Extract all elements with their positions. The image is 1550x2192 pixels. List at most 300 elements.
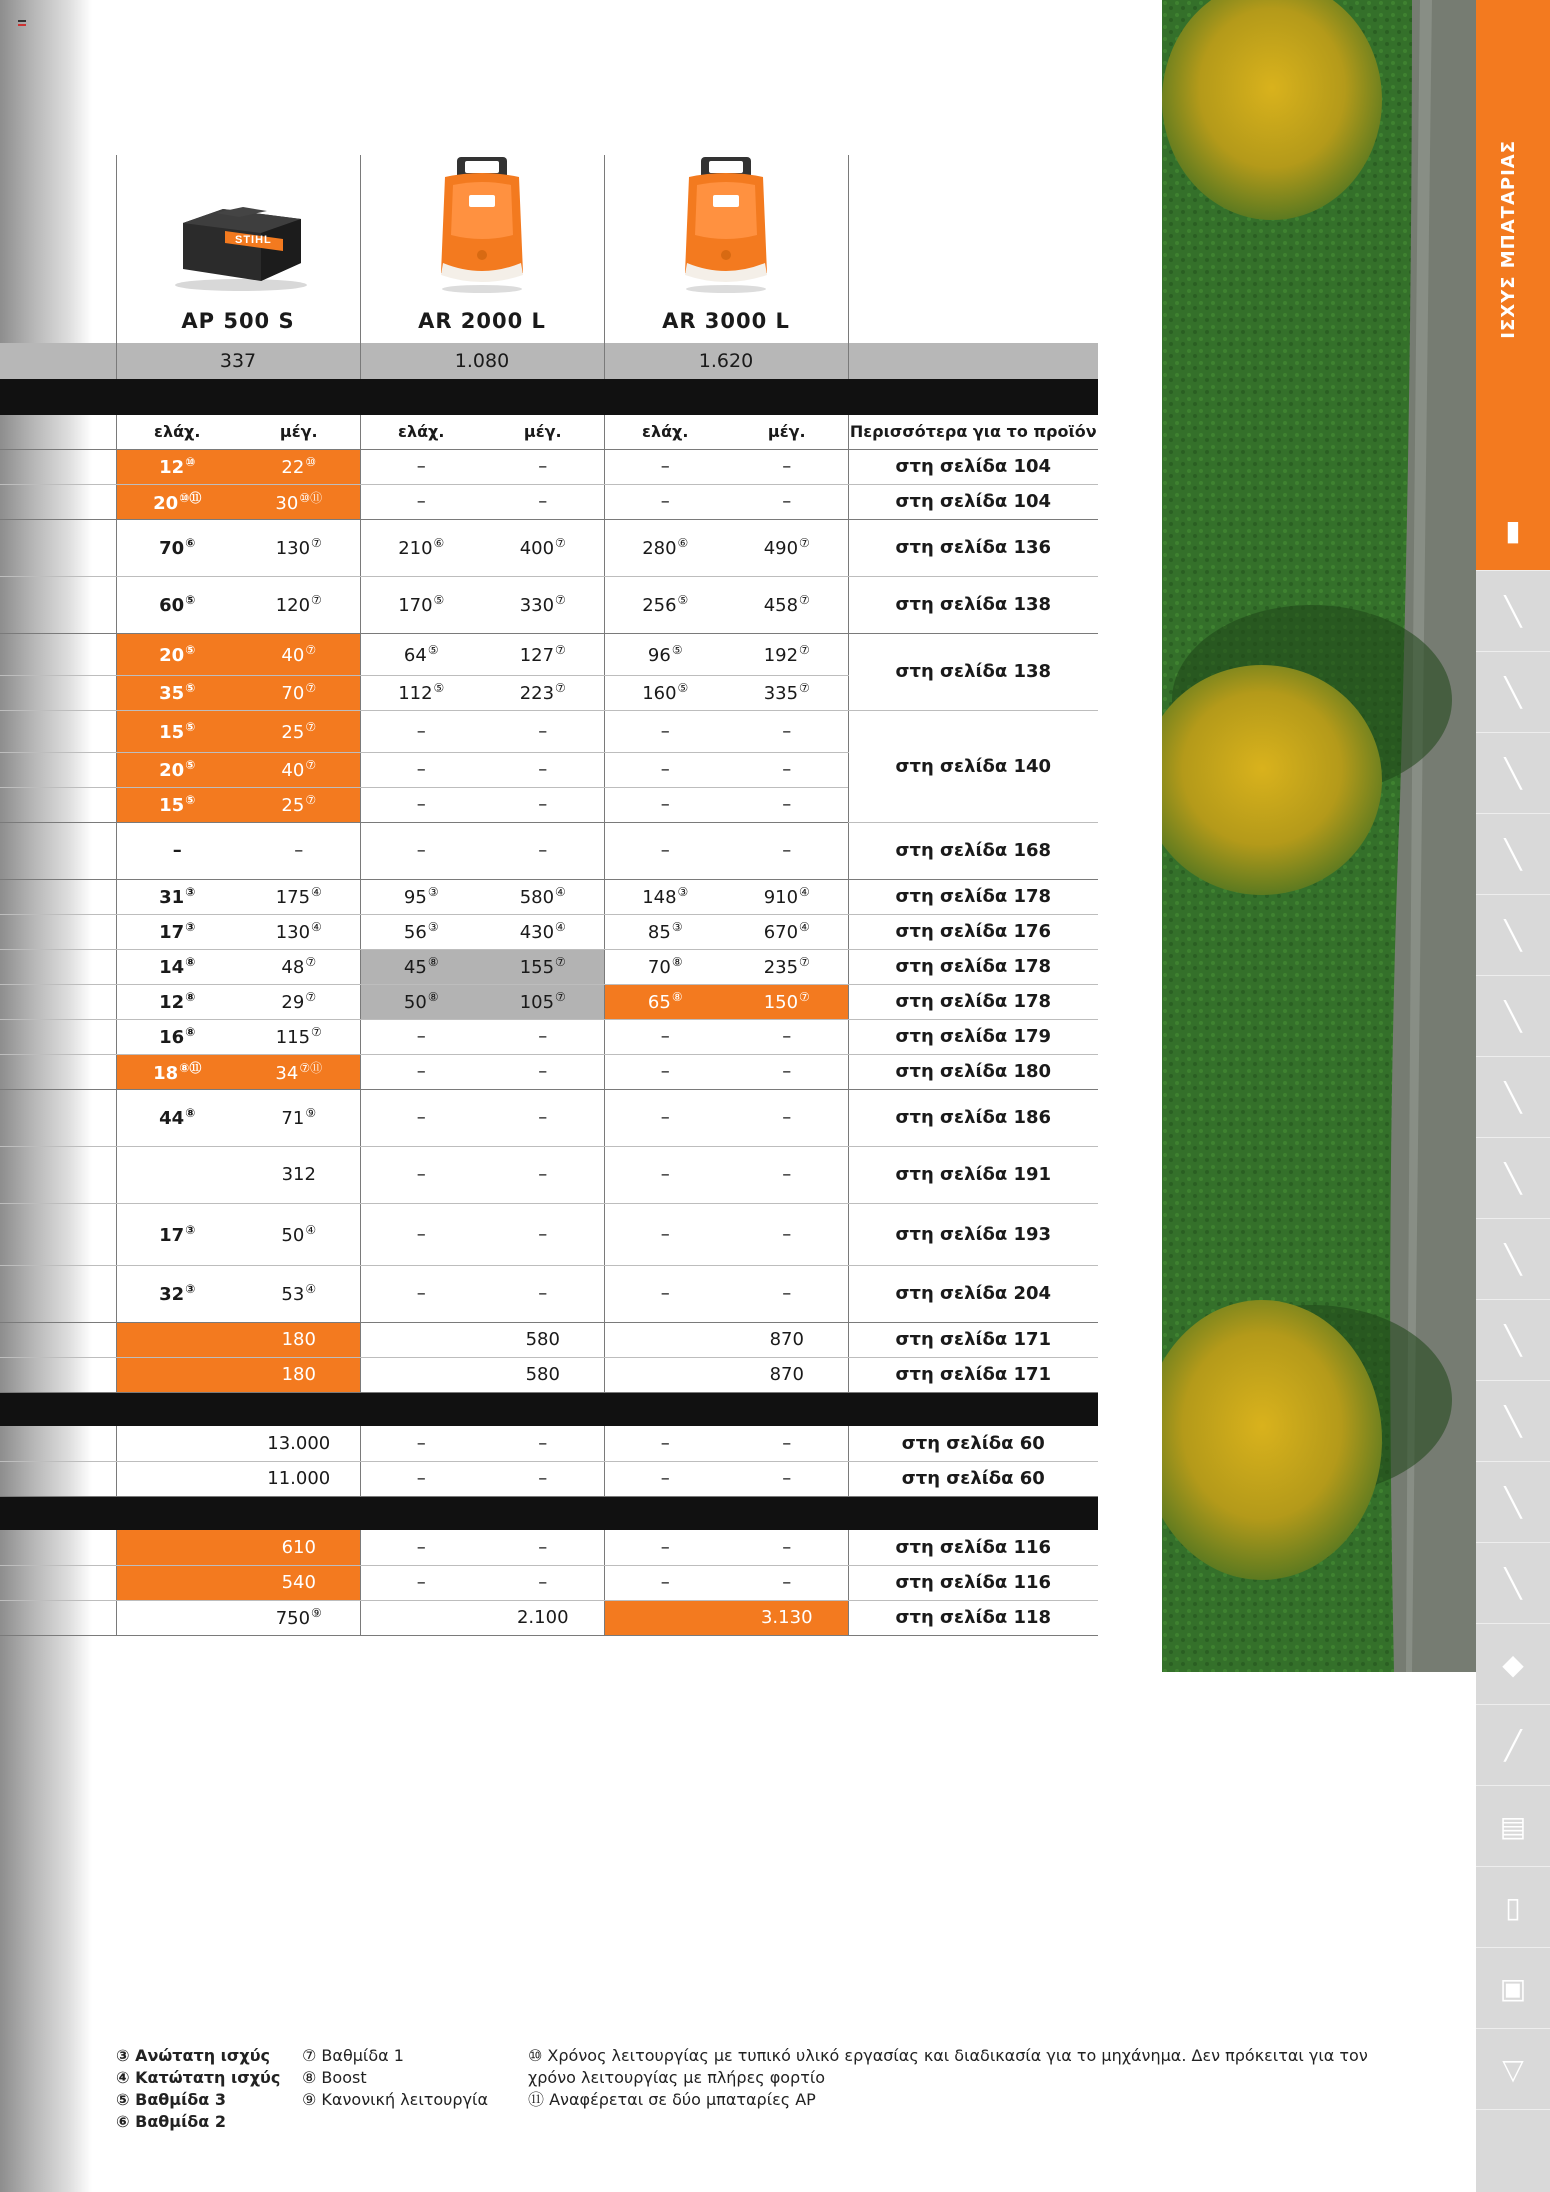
value: 70 [647,957,671,978]
row-label [0,576,116,633]
sprayer-icon: ╲ [1504,1404,1522,1438]
sidebar-tab[interactable] [1476,1300,1550,1381]
min-value-cell: – [360,484,482,519]
min-value-cell [604,1600,726,1635]
spec-row [0,1322,1098,1357]
max-value-cell: 870 [726,1357,848,1392]
footnote-ref: ⑧ [427,955,439,969]
footnote-ref: ⑦ [311,1025,322,1039]
min-value-cell: – [604,1054,726,1089]
col-header-min: ελάχ. [604,415,726,449]
row-label [0,1600,116,1635]
footnote-ref: ⑦ [799,536,810,550]
value: 29 [281,992,305,1013]
max-value-cell: – [726,1146,848,1203]
value: 96 [647,644,671,666]
min-value-cell: – [360,1426,482,1461]
footnote-ref: ③ [427,885,439,899]
max-value-cell: – [726,1089,848,1146]
footnote-ref: ⑦ [305,758,317,772]
value: 670 [763,922,799,943]
max-value-cell: – [726,1426,848,1461]
min-value-cell: – [604,1089,726,1146]
page-reference: στη σελίδα 178 [848,984,1098,1019]
min-value-cell: – [360,449,482,484]
sidebar-tab[interactable] [1476,1381,1550,1462]
max-value-cell [726,984,848,1019]
garden-tool-icon: ╲ [1504,1566,1522,1600]
value: 40 [281,760,305,781]
max-value-cell: – [726,787,848,822]
section-divider [0,1392,1098,1426]
value: 580 [519,887,555,908]
value: 12 [159,992,185,1013]
footnote-ref: ⑦ [305,681,317,695]
price-ar3000l: 1.620 [604,343,848,379]
footnote-ref: ⑤ [427,642,439,657]
value: 34 [275,1063,299,1084]
min-value-cell: – [360,1565,482,1600]
max-value-cell [238,1265,360,1322]
max-value-cell: – [482,787,604,822]
min-value-cell [360,675,482,710]
value: 25 [281,721,305,743]
row-label [0,949,116,984]
product-name: AP 500 S [181,309,295,333]
value: 127 [519,644,555,666]
max-value-cell: 2.100 [482,1600,604,1635]
min-value-cell [604,984,726,1019]
row-label [0,449,116,484]
value: 20 [159,760,185,781]
max-value-cell: 180 [238,1322,360,1357]
row-label [0,484,116,519]
min-value-cell [360,984,482,1019]
spec-row [0,822,1098,879]
min-value-cell [116,879,238,914]
sidebar-tab[interactable] [1476,1057,1550,1138]
value: 20 [153,493,179,514]
min-value-cell [604,1357,726,1392]
value: 170 [398,595,433,616]
value: 430 [519,922,555,943]
min-value-cell [360,1600,482,1635]
spec-row [0,710,1098,752]
product-image-row [0,155,1098,343]
page-reference: στη σελίδα 104 [848,484,1098,519]
value: 155 [519,957,555,978]
footnote-ref: ④ [305,1282,317,1296]
row-label [0,1357,116,1392]
value: 44 [159,1108,185,1129]
value: 120 [275,595,311,616]
value: 235 [763,957,799,978]
min-value-cell [604,914,726,949]
footnote-ref: ⑤ [671,642,683,657]
max-value-cell [726,879,848,914]
min-value-cell [116,633,238,675]
footnote-ref: ⑦ [311,593,322,607]
footnote-ref: ③ [185,1282,196,1296]
max-value-cell: 610 [238,1530,360,1565]
value: 330 [519,595,555,616]
spec-row [0,1530,1098,1565]
footnote-ref: ④ [311,885,322,899]
sidebar-tab[interactable] [1476,1948,1550,2029]
min-value-cell [116,1019,238,1054]
max-value-cell [726,675,848,710]
max-value-cell [238,1089,360,1146]
page-reference: στη σελίδα 191 [848,1146,1098,1203]
value: 25 [281,795,305,816]
page-reference: στη σελίδα 178 [848,879,1098,914]
max-value-cell [238,675,360,710]
max-value-cell [238,949,360,984]
sidebar-tab[interactable] [1476,1543,1550,1624]
max-value-cell: 540 [238,1565,360,1600]
footnote-ref: ⑤ [677,593,689,607]
pressure-washer-icon: ╲ [1504,1242,1522,1276]
sidebar-tab[interactable] [1476,733,1550,814]
page-reference: στη σελίδα 104 [848,449,1098,484]
footnote-ref: ⑦ [799,681,810,695]
spec-row [0,984,1098,1019]
row-label [0,1089,116,1146]
price-row [0,343,1098,379]
value: 112 [398,683,433,704]
col-header-max: μέγ. [482,415,604,449]
footnotes-col1 [116,2045,280,2133]
max-value-cell: 3.130 [726,1600,848,1635]
min-value-cell [116,787,238,822]
park-aerial-illustration [1162,0,1476,1672]
max-value-cell: 13.000 [238,1426,360,1461]
min-value-cell [116,1054,238,1089]
trimmer-icon: ╲ [1504,999,1522,1033]
max-value-cell: – [482,710,604,752]
min-value-cell [360,949,482,984]
min-value-cell: – [360,1019,482,1054]
page-reference: στη σελίδα 193 [848,1203,1098,1265]
sidebar-tab[interactable] [1476,490,1550,571]
max-value-cell: 180 [238,1357,360,1392]
price-ar2000l: 1.080 [360,343,604,379]
min-value-cell: – [360,1054,482,1089]
sidebar-tab[interactable] [1476,1786,1550,1867]
footnote-ref: ⑧ [185,990,196,1004]
category-sidebar [1476,0,1550,2192]
footnote-ref: ⑤ [185,758,196,772]
min-value-cell: – [360,787,482,822]
footnote: ⑥ Βαθμίδα 2 [116,2112,226,2131]
row-label [0,984,116,1019]
max-value-cell: – [726,1565,848,1600]
sidebar-tab[interactable] [1476,571,1550,652]
max-value-cell: – [726,1265,848,1322]
battery-ap500s-image [163,185,313,295]
footnote: ⑤ Βαθμίδα 3 [116,2090,226,2109]
min-value-cell [604,519,726,576]
max-value-cell [238,1600,360,1635]
footnote-ref: ⑩ [185,455,196,469]
max-value-cell [482,519,604,576]
chainsaw-icon: ╲ [1504,594,1522,628]
footnote-ref: ⑨ [305,1106,317,1120]
max-value-cell [726,914,848,949]
footnote-ref: ④ [555,885,566,899]
footnote-ref: ⑦ [555,681,566,695]
min-value-cell [116,1461,238,1496]
min-value-cell: – [604,1530,726,1565]
value: 64 [403,644,427,666]
value: 458 [763,595,799,616]
min-value-cell: – [604,484,726,519]
sidebar-tab[interactable] [1476,1624,1550,1705]
row-label [0,1530,116,1565]
min-value-cell [116,914,238,949]
min-value-cell [116,1530,238,1565]
value: 40 [281,644,305,666]
min-value-cell: – [604,1265,726,1322]
footnote-ref: ⑦ [799,990,810,1004]
footnote-ref: ⑧ [185,1106,196,1120]
park-aerial-photo [1162,0,1476,1672]
auger-icon: ╲ [1504,1161,1522,1195]
footnote-ref: ⑧⑪ [179,1061,202,1075]
value: 35 [159,683,185,704]
max-value-cell: – [726,752,848,787]
page-reference: στη σελίδα 178 [848,949,1098,984]
footnote-ref: ⑦ [305,642,317,657]
page-reference: στη σελίδα 186 [848,1089,1098,1146]
backpack-battery-ar3000l-image [671,155,781,295]
footnote-ref: ⑨ [311,1606,322,1620]
page-reference: στη σελίδα 171 [848,1357,1098,1392]
value: 17 [159,922,185,943]
footnote-ref: ⑤ [433,681,445,695]
max-value-cell: – [482,484,604,519]
spec-row [0,1203,1098,1265]
sidebar-tab[interactable] [1476,895,1550,976]
min-value-cell [116,949,238,984]
min-value-cell [116,576,238,633]
value: 160 [642,683,677,704]
footnote: ⑦ Βαθμίδα 1 [302,2046,404,2065]
max-value-cell [238,1019,360,1054]
footnote-ref: ⑥ [677,536,689,550]
min-value-cell [360,1357,482,1392]
max-value-cell: – [482,449,604,484]
value: 18 [153,1063,179,1084]
spec-row [0,1054,1098,1089]
min-value-cell: – [604,752,726,787]
row-label [0,1054,116,1089]
value: 20 [159,644,185,666]
bottle-icon: ▯ [1505,1890,1521,1924]
spec-row [0,914,1098,949]
max-value-cell [238,984,360,1019]
sidebar-tab[interactable] [1476,1138,1550,1219]
max-value-cell [482,949,604,984]
footnote-ref: ⑤ [185,642,196,657]
page-reference: στη σελίδα 136 [848,519,1098,576]
value: 130 [275,538,311,559]
value: 95 [403,887,427,908]
spec-row [0,1565,1098,1600]
max-value-cell: – [482,1203,604,1265]
max-value-cell [726,949,848,984]
min-value-cell [604,675,726,710]
value: 15 [159,795,185,816]
footnote-ref: ⑧ [185,955,196,969]
product-name: AR 2000 L [418,309,546,333]
sidebar-tab[interactable] [1476,1219,1550,1300]
min-value-cell [360,576,482,633]
max-value-cell [726,519,848,576]
spec-row [0,1426,1098,1461]
footnote: ⑧ Boost [302,2068,367,2087]
sidebar-tab[interactable] [1476,2029,1550,2110]
min-value-cell: – [360,822,482,879]
max-value-cell [238,879,360,914]
spec-row [0,949,1098,984]
row-label [0,752,116,787]
value: 71 [281,1108,305,1129]
footnote-ref: ⑤ [677,681,689,695]
value: 130 [275,922,311,943]
min-value-cell [360,879,482,914]
footnote-ref: ⑦ [555,536,566,550]
sidebar-tab[interactable] [1476,652,1550,733]
sidebar-tab[interactable] [1476,1705,1550,1786]
footnote-ref: ③ [677,885,689,899]
product-col-ap500s [116,155,360,343]
value: 16 [159,1027,185,1048]
min-value-cell [116,984,238,1019]
footnote-ref: ④ [305,1222,317,1237]
value: 53 [281,1284,305,1305]
footnote-ref: ③ [185,920,196,934]
max-value-cell: – [726,449,848,484]
value: 148 [642,887,677,908]
row-label [0,1019,116,1054]
footnote-ref: ⑦ [305,793,317,807]
col-header-min: ελάχ. [360,415,482,449]
max-value-cell: – [482,1265,604,1322]
footnote: ④ Κατώτατη ισχύς [116,2068,281,2087]
case-icon: ▤ [1499,1809,1527,1843]
min-value-cell [360,914,482,949]
min-value-cell: – [360,1265,482,1322]
value: 335 [763,683,799,704]
min-value-cell: – [604,1146,726,1203]
max-value-cell: – [726,822,848,879]
product-col-ar2000l [360,155,604,343]
max-value-cell [482,576,604,633]
min-value-cell [116,1322,238,1357]
product-name: AR 3000 L [662,309,790,333]
max-value-cell: – [726,710,848,752]
value: 105 [519,992,555,1013]
min-value-cell: – [360,1461,482,1496]
footnote: ⑪ Αναφέρεται σε δύο μπαταρίες AP [528,2090,816,2109]
page-reference: στη σελίδα 138 [848,633,1098,710]
min-value-cell: – [604,787,726,822]
min-value-cell [116,1565,238,1600]
footnote-ref: ③ [427,920,439,934]
max-value-cell: – [482,1089,604,1146]
pole-pruner-icon: ╲ [1504,675,1522,709]
blower-icon: ╲ [1504,1323,1522,1357]
min-value-cell [116,1146,238,1203]
sidebar-tab[interactable] [1476,976,1550,1057]
max-value-cell: – [482,1146,604,1203]
svg-text:STIHL: STIHL [235,234,272,246]
footnote: ⑨ Κανονική λειτουργία [302,2090,488,2109]
max-value-cell [238,787,360,822]
max-value-cell [482,914,604,949]
footnote-ref: ⑧ [671,955,683,969]
spec-row [0,1600,1098,1635]
value: 65 [647,992,671,1013]
row-label [0,1461,116,1496]
footnote-ref: ⑩⑪ [179,491,202,505]
footnote: ⑩ Χρόνος λειτουργίας με τυπικό υλικό εργασίας και διαδικασία για το μηχάνημα. Δεν πρόκειται για τον χρόνο λειτουργίας με πλήρες φορτίο [528,2046,1368,2087]
sidebar-tab[interactable] [1476,814,1550,895]
max-value-cell: – [726,1461,848,1496]
min-value-cell [116,675,238,710]
max-value-cell [482,633,604,675]
column-header-row [0,415,1098,449]
min-value-cell [116,1089,238,1146]
max-value-cell: – [726,1019,848,1054]
col-header-max: μέγ. [238,415,360,449]
row-label [0,1565,116,1600]
footnote-ref: ⑧ [671,990,683,1004]
row-label [0,1146,116,1203]
min-value-cell: – [116,822,238,879]
max-value-cell [726,633,848,675]
value: 70 [159,538,185,559]
spec-row [0,1089,1098,1146]
max-value-cell [238,1054,360,1089]
page-reference: στη σελίδα 60 [848,1426,1098,1461]
min-value-cell [604,949,726,984]
page-reference: στη σελίδα 116 [848,1565,1098,1600]
page-corner-mark [18,20,26,22]
max-value-cell: – [726,484,848,519]
col-header-min: ελάχ. [116,415,238,449]
value: 85 [647,922,671,943]
row-label [0,914,116,949]
footnote-ref: ④ [555,920,566,934]
page-reference: στη σελίδα 179 [848,1019,1098,1054]
sidebar-tab[interactable] [1476,1867,1550,1948]
min-value-cell: – [360,710,482,752]
value: 22 [281,457,305,478]
max-value-cell [238,914,360,949]
sidebar-tab[interactable] [1476,1462,1550,1543]
max-value-cell: 870 [726,1322,848,1357]
footnote: ③ Ανώτατη ισχύς [116,2046,270,2065]
footnote-ref: ⑩⑪ [299,491,323,505]
toolbox-icon: ▣ [1499,1971,1527,2005]
page-reference: στη σελίδα 204 [848,1265,1098,1322]
footnote-ref: ④ [311,920,322,934]
min-value-cell: – [360,1530,482,1565]
value: 30 [275,493,299,514]
min-value-cell: – [360,752,482,787]
